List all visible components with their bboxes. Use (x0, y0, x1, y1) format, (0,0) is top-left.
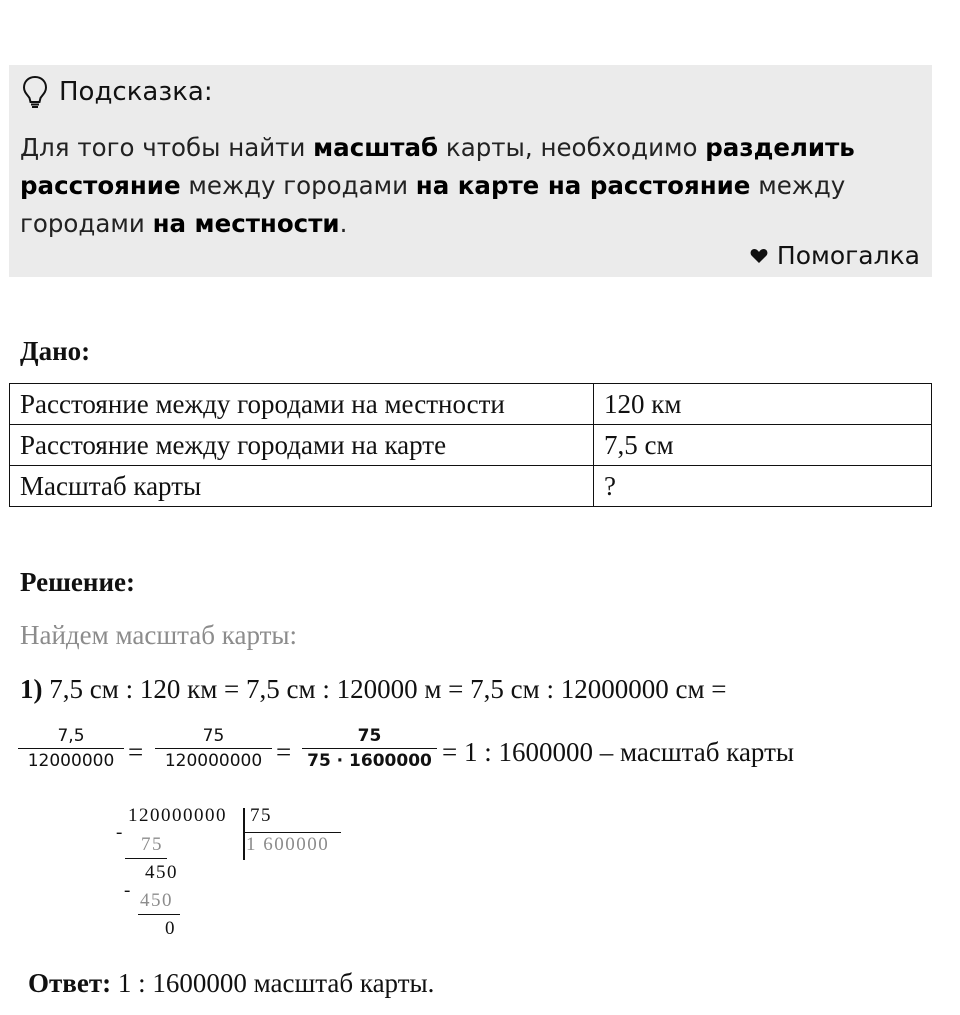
equals-sign: = (128, 737, 144, 767)
hint-text (20, 129, 920, 243)
given-value: 7,5 см (594, 425, 932, 466)
answer-label: Ответ: (28, 968, 112, 998)
hint-text-part: карты, необходимо (438, 133, 706, 162)
fraction-2 (155, 724, 272, 773)
hint-text-part: . (339, 209, 348, 238)
given-heading: Дано: (20, 336, 91, 366)
ld-minus: - (116, 822, 124, 843)
given-value: ? (594, 466, 932, 507)
hint-text-part: между городами (20, 171, 846, 238)
fraction-3 (302, 724, 437, 773)
given-table (9, 383, 932, 507)
answer (28, 968, 434, 999)
fraction-denominator: 120000000 (164, 751, 263, 771)
hint-box (9, 65, 932, 277)
heart-icon (750, 248, 768, 264)
fraction-denominator: 12000000 (27, 751, 115, 771)
fraction-numerator: 75 (202, 726, 225, 746)
given-row (10, 384, 932, 425)
ld-quotient: 1 600000 (246, 834, 330, 855)
ld-subtrahend: 75 (141, 834, 163, 855)
ld-subtrahend: 450 (140, 890, 173, 911)
fraction-denominator: 75 · 1600000 (307, 751, 432, 771)
solution-heading: Решение: (20, 567, 135, 597)
given-label: Расстояние между городами на местности (10, 384, 594, 425)
hint-keyword: на местности (152, 209, 340, 238)
hint-footer-label: Помогалка (776, 241, 920, 270)
hint-keyword: разделить расстояние (20, 133, 855, 200)
answer-text: 1 : 1600000 масштаб карты. (117, 968, 435, 998)
given-row (10, 425, 932, 466)
step-text: 7,5 см : 120 км = 7,5 см : 120000 м = 7,5 см : 12000000 см = (49, 674, 727, 704)
fraction-result: = 1 : 1600000 – масштаб карты (442, 737, 795, 767)
ld-dividend: 120000000 (128, 805, 227, 826)
given-label: Расстояние между городами на карте (10, 425, 594, 466)
hint-header (21, 75, 213, 109)
ld-remainder: 450 (145, 862, 178, 883)
hint-text-part: Для того чтобы найти (20, 133, 314, 162)
lightbulb-icon (21, 75, 49, 109)
hint-title: Подсказка: (59, 77, 213, 107)
given-row (10, 466, 932, 507)
fraction-1 (18, 724, 124, 773)
hint-keyword: масштаб (313, 133, 439, 162)
hint-keyword: на карте на расстояние (415, 171, 751, 200)
solution-step-1 (20, 674, 727, 705)
given-label: Масштаб карты (10, 466, 594, 507)
ld-final-remainder: 0 (165, 918, 176, 939)
equals-sign: = (276, 737, 292, 767)
hint-text-part: между городами (180, 171, 416, 200)
fraction-numerator: 75 (357, 726, 382, 746)
ld-minus: - (124, 880, 132, 901)
given-value: 120 км (594, 384, 932, 425)
fraction-numerator: 7,5 (57, 726, 85, 746)
solution-intro: Найдем масштаб карты: (20, 620, 298, 650)
hint-footer[interactable] (750, 241, 920, 270)
step-number: 1) (20, 674, 43, 704)
ld-divisor: 75 (250, 805, 272, 826)
